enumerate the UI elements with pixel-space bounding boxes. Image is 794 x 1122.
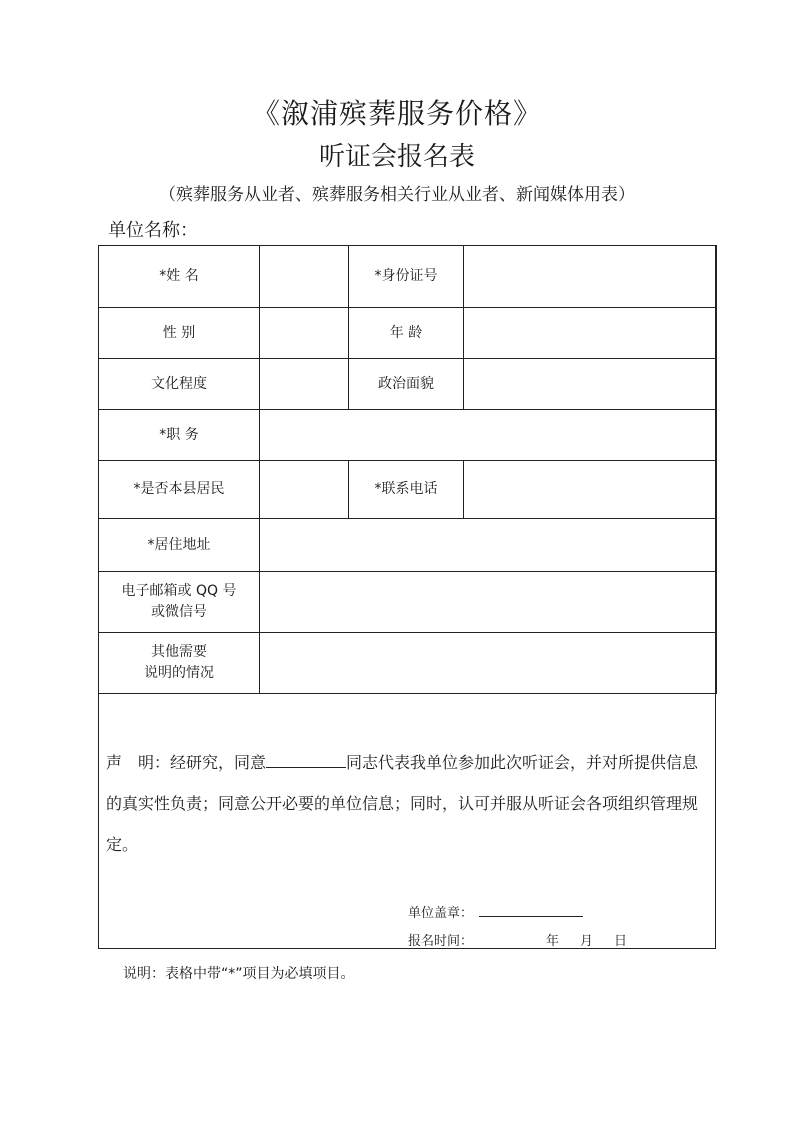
table-row <box>99 246 717 308</box>
other-info-field[interactable] <box>260 633 717 694</box>
other-info-label <box>99 633 260 694</box>
form-title: 《溆浦殡葬服务价格》 <box>251 97 542 130</box>
declaration-part1: 经研究，同意 <box>170 753 267 772</box>
id-number-label: *身份证号 <box>349 246 464 308</box>
education-field[interactable] <box>260 359 349 410</box>
position-field[interactable] <box>260 410 717 461</box>
table-row <box>99 572 717 633</box>
date-month-label: 月 <box>580 934 594 949</box>
contact-label <box>99 572 260 633</box>
id-number-field[interactable] <box>464 246 717 308</box>
political-status-label: 政治面貌 <box>349 359 464 410</box>
table-row <box>99 461 717 519</box>
table-row <box>99 633 717 694</box>
phone-label: *联系电话 <box>349 461 464 519</box>
political-status-field[interactable] <box>464 359 717 410</box>
position-label: *职 务 <box>99 410 260 461</box>
other-info-label-line2: 说明的情况 <box>144 665 214 681</box>
declaration-part2: 同志代表我单位参加此次听证会，并对所提供信息的真实性负责；同意公开必要的单位信息；同时，认可并服从听证会各项组织管理规定。 <box>106 753 699 854</box>
address-field[interactable] <box>260 519 717 572</box>
gender-label: 性 别 <box>99 308 260 359</box>
education-label: 文化程度 <box>99 359 260 410</box>
table-row <box>99 410 717 461</box>
unit-stamp-line[interactable] <box>479 902 583 917</box>
unit-stamp-label: 单位盖章： <box>408 906 474 921</box>
form-subtitle-title: 听证会报名表 <box>318 142 475 172</box>
contact-label-line2: 或微信号 <box>151 604 207 620</box>
phone-field[interactable] <box>464 461 717 519</box>
date-year-label: 年 <box>546 934 560 949</box>
date-day-label: 日 <box>614 934 628 949</box>
gender-field[interactable] <box>260 308 349 359</box>
footnote: 说明：表格中带“*”项目为必填项目。 <box>123 966 355 982</box>
local-resident-field[interactable] <box>260 461 349 519</box>
table-row <box>99 359 717 410</box>
unit-name-label: 单位名称： <box>108 220 198 241</box>
other-info-label-line1: 其他需要 <box>151 644 207 660</box>
contact-field[interactable] <box>260 572 717 633</box>
unit-stamp <box>408 902 583 921</box>
table-row <box>99 308 717 359</box>
name-label: *姓 名 <box>99 246 260 308</box>
declaration-label: 声 明： <box>106 753 171 772</box>
age-field[interactable] <box>464 308 717 359</box>
contact-label-line1: 电子邮箱或 QQ 号 <box>121 583 237 599</box>
registration-date-label: 报名时间： <box>408 934 474 949</box>
form-audience-note: （殡葬服务从业者、殡葬服务相关行业从业者、新闻媒体用表） <box>159 185 635 205</box>
table-row <box>99 519 717 572</box>
declaration <box>106 742 712 865</box>
address-label: *居住地址 <box>99 519 260 572</box>
name-field[interactable] <box>260 246 349 308</box>
age-label: 年 龄 <box>349 308 464 359</box>
registration-table <box>98 245 717 694</box>
representative-name-blank[interactable] <box>266 747 346 768</box>
local-resident-label: *是否本县居民 <box>99 461 260 519</box>
